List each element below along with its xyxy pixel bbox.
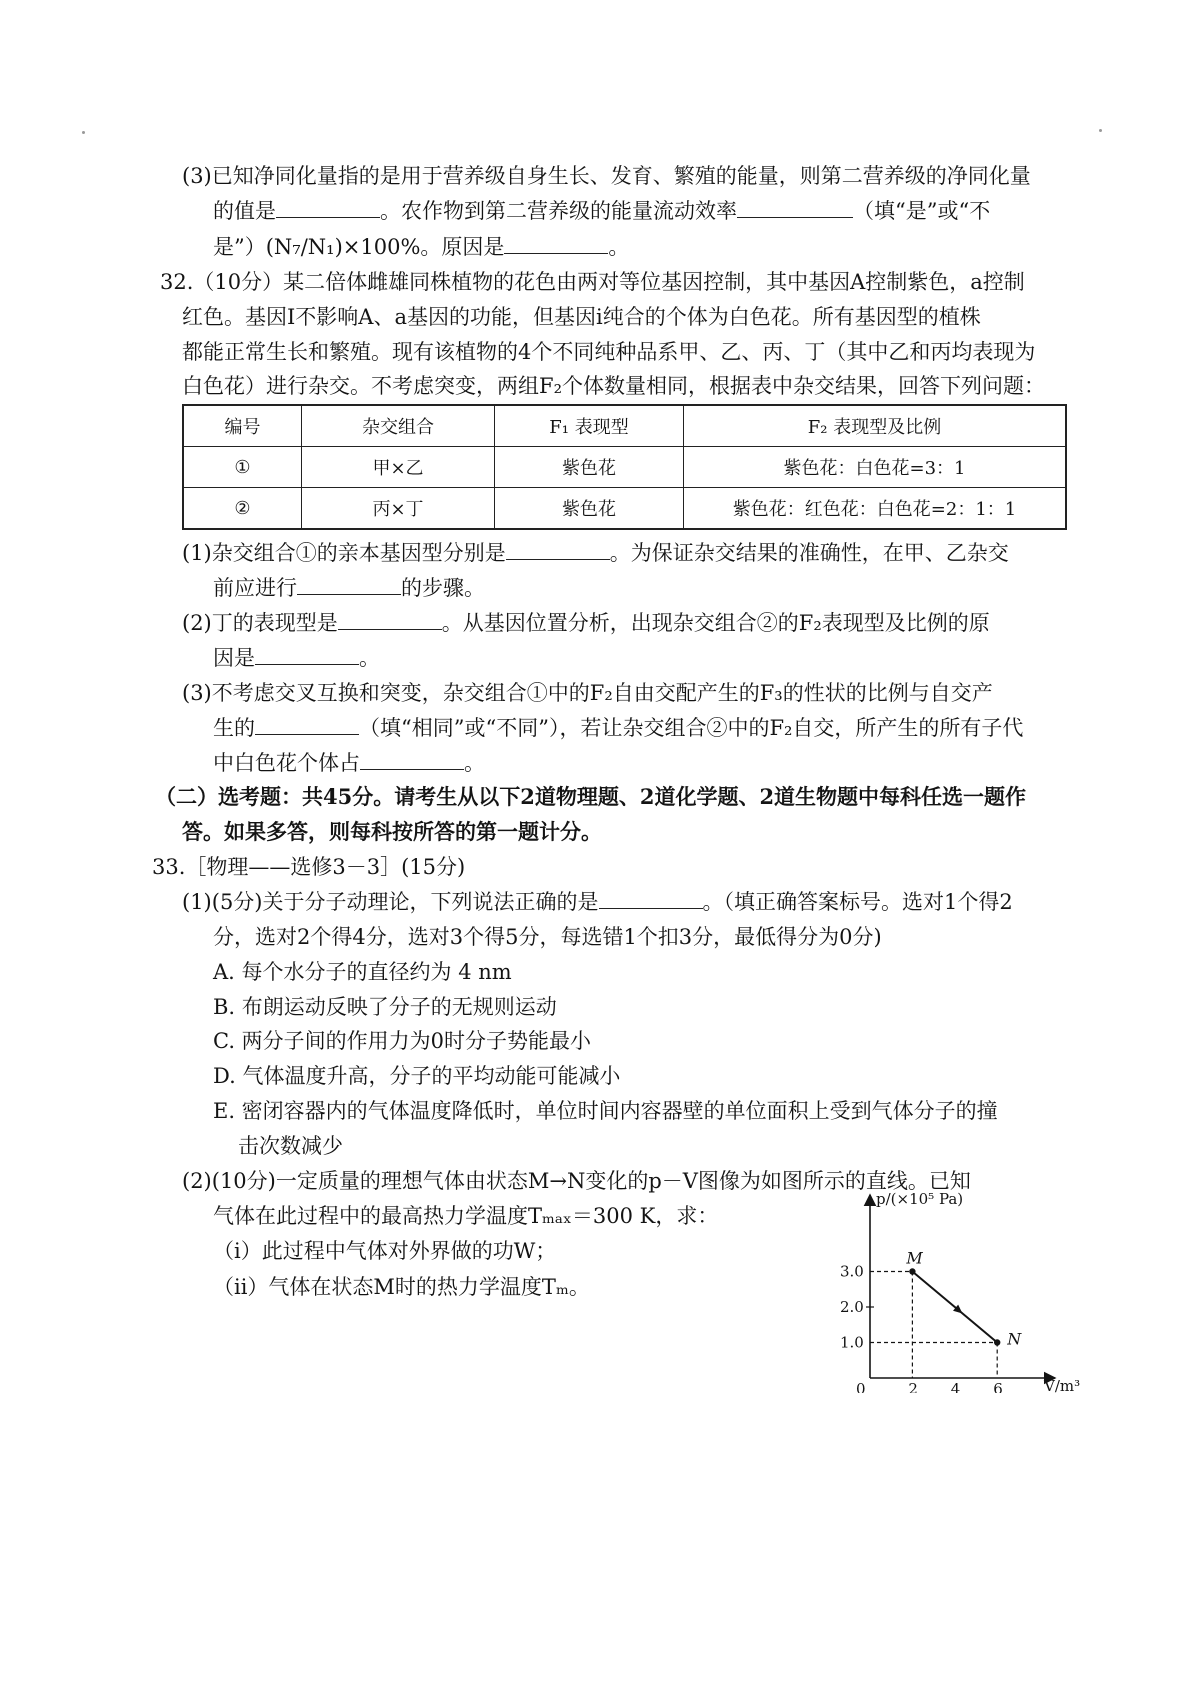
q32-sub3-line3: 中白色花个体占 。 — [213, 751, 485, 775]
q31-part3-line1: (3)已知净同化量指的是用于营养级自身生长、发育、繁殖的能量，则第二营养级的净同化量 — [182, 164, 1031, 188]
option-e: E. 密闭容器内的气体温度降低时，单位时间内容器壁的单位面积上受到气体分子的撞 — [213, 1099, 998, 1123]
option-a: A. 每个水分子的直径约为 4 nm — [213, 960, 512, 984]
q32-sub2-line1: (2)丁的表现型是 。从基因位置分析，出现杂交组合②的F₂表现型及比例的原 — [182, 611, 990, 635]
section2-instruction-line2: 答。如果多答，则每科按所答的第一题计分。 — [182, 819, 602, 844]
cross-result-table — [182, 404, 1067, 530]
q33-part2-line1: (2)(10分)一定质量的理想气体由状态M→N变化的p－V图像为如图所示的直线。已知 — [182, 1169, 971, 1193]
answer-blank[interactable] — [506, 539, 610, 560]
q32-sub3-line2: 生的 （填“相同”或“不同”），若让杂交组合②中的F₂自交，所产生的所有子代 — [213, 716, 1024, 740]
table-header: 杂交组合 — [302, 405, 495, 447]
q33-part1-line1: (1)(5分)关于分子动理论，下列说法正确的是 。（填正确答案标号。选对1个得2 — [182, 890, 1013, 914]
table-cell: 紫色花：红色花：白色花=2：1：1 — [684, 488, 1067, 530]
answer-blank[interactable] — [360, 749, 464, 770]
table-cell: 紫色花 — [495, 447, 684, 488]
option-c: C. 两分子间的作用力为0时分子势能最小 — [213, 1029, 592, 1053]
y-axis-label: p/(×10⁵ Pa) — [876, 1190, 964, 1208]
x-tick-label: 0 — [856, 1380, 866, 1393]
x-axis-label: V/m³ — [1044, 1377, 1081, 1393]
x-tick-labels — [856, 1380, 1003, 1393]
q31-part3-line2: 的值是 。农作物到第二营养级的能量流动效率 （填“是”或“不 — [213, 199, 991, 223]
answer-blank[interactable] — [255, 714, 359, 735]
q32-line2: 红色。基因I不影响A、a基因的功能，但基因i纯合的个体为白色花。所有基因型的植株 — [182, 305, 981, 329]
q32-sub3-line1: (3)不考虑交叉互换和突变，杂交组合①中的F₂自由交配产生的F₃的性状的比例与自交产 — [182, 681, 993, 705]
point-n — [994, 1339, 1000, 1345]
p-v-graph — [840, 1183, 1100, 1393]
q32-sub1-line2: 前应进行 的步骤。 — [213, 576, 485, 600]
table-cell: ② — [183, 488, 302, 530]
answer-blank[interactable] — [276, 197, 380, 218]
q32-line1: 32.（10分）某二倍体雌雄同株植物的花色由两对等位基因控制，其中基因A控制紫色，a控制 — [160, 270, 1025, 294]
answer-blank[interactable] — [737, 197, 853, 218]
table-cell: 甲×乙 — [302, 447, 495, 488]
q31-part3-line3: 是”）(N₇/N₁)×100%。原因是 。 — [213, 235, 630, 259]
table-cell: 紫色花 — [495, 488, 684, 530]
answer-blank[interactable] — [255, 644, 359, 665]
q33-part1-line2: 分，选对2个得4分，选对3个得5分，每选错1个扣3分，最低得分为0分) — [213, 925, 882, 949]
x-tick-label: 4 — [950, 1380, 961, 1393]
process-line-m-to-n — [912, 1272, 997, 1343]
answer-blank[interactable] — [338, 609, 442, 630]
answer-blank[interactable] — [599, 888, 703, 909]
scan-speck — [1099, 129, 1102, 132]
table-cell: ① — [183, 447, 302, 488]
point-m-label: M — [906, 1248, 923, 1268]
table-header-row — [183, 405, 1066, 447]
x-tick-label: 2 — [908, 1380, 918, 1393]
option-d: D. 气体温度升高，分子的平均动能可能减小 — [213, 1064, 621, 1088]
x-tick-label: 6 — [993, 1380, 1003, 1393]
table-row — [183, 447, 1066, 488]
table-header: F₁ 表现型 — [495, 405, 684, 447]
q32-sub1-line1: (1)杂交组合①的亲本基因型分别是 。为保证杂交结果的准确性，在甲、乙杂交 — [182, 541, 1009, 565]
table-cell: 紫色花：白色花=3：1 — [684, 447, 1067, 488]
q32-sub2-line2: 因是 。 — [213, 646, 380, 670]
table-row — [183, 488, 1066, 530]
q33-title: 33.［物理——选修3－3］(15分) — [152, 855, 466, 879]
answer-blank[interactable] — [297, 574, 401, 595]
table-cell: 丙×丁 — [302, 488, 495, 530]
y-tick-label: 2.0 — [840, 1298, 864, 1316]
answer-blank[interactable] — [504, 233, 608, 254]
q33-sub-i: （ⅰ）此过程中气体对外界做的功W； — [213, 1239, 557, 1263]
q32-line4: 白色花）进行杂交。不考虑突变，两组F₂个体数量相同，根据表中杂交结果，回答下列问题： — [182, 374, 1045, 398]
section2-instruction-line1: （二）选考题：共45分。请考生从以下2道物理题、2道化学题、2道生物题中每科任选一题作 — [155, 784, 1027, 809]
option-e-continued: 击次数减少 — [238, 1134, 343, 1158]
option-b: B. 布朗运动反映了分子的无规则运动 — [213, 995, 557, 1019]
y-tick-label: 3.0 — [840, 1262, 864, 1281]
point-m — [909, 1268, 915, 1274]
point-n-label: N — [1007, 1329, 1022, 1349]
q33-sub-ii: （ⅱ）气体在状态M时的热力学温度Tₘ。 — [213, 1275, 590, 1299]
y-tick-labels — [840, 1263, 864, 1352]
y-tick-label: 1.0 — [840, 1333, 864, 1352]
q32-line3: 都能正常生长和繁殖。现有该植物的4个不同纯种品系甲、乙、丙、丁（其中乙和丙均表现为 — [182, 340, 1036, 364]
scan-speck — [82, 131, 85, 134]
table-header: F₂ 表现型及比例 — [684, 405, 1067, 447]
q33-part2-line2: 气体在此过程中的最高热力学温度Tₘₐₓ＝300 K，求： — [213, 1204, 719, 1228]
table-header: 编号 — [183, 405, 302, 447]
